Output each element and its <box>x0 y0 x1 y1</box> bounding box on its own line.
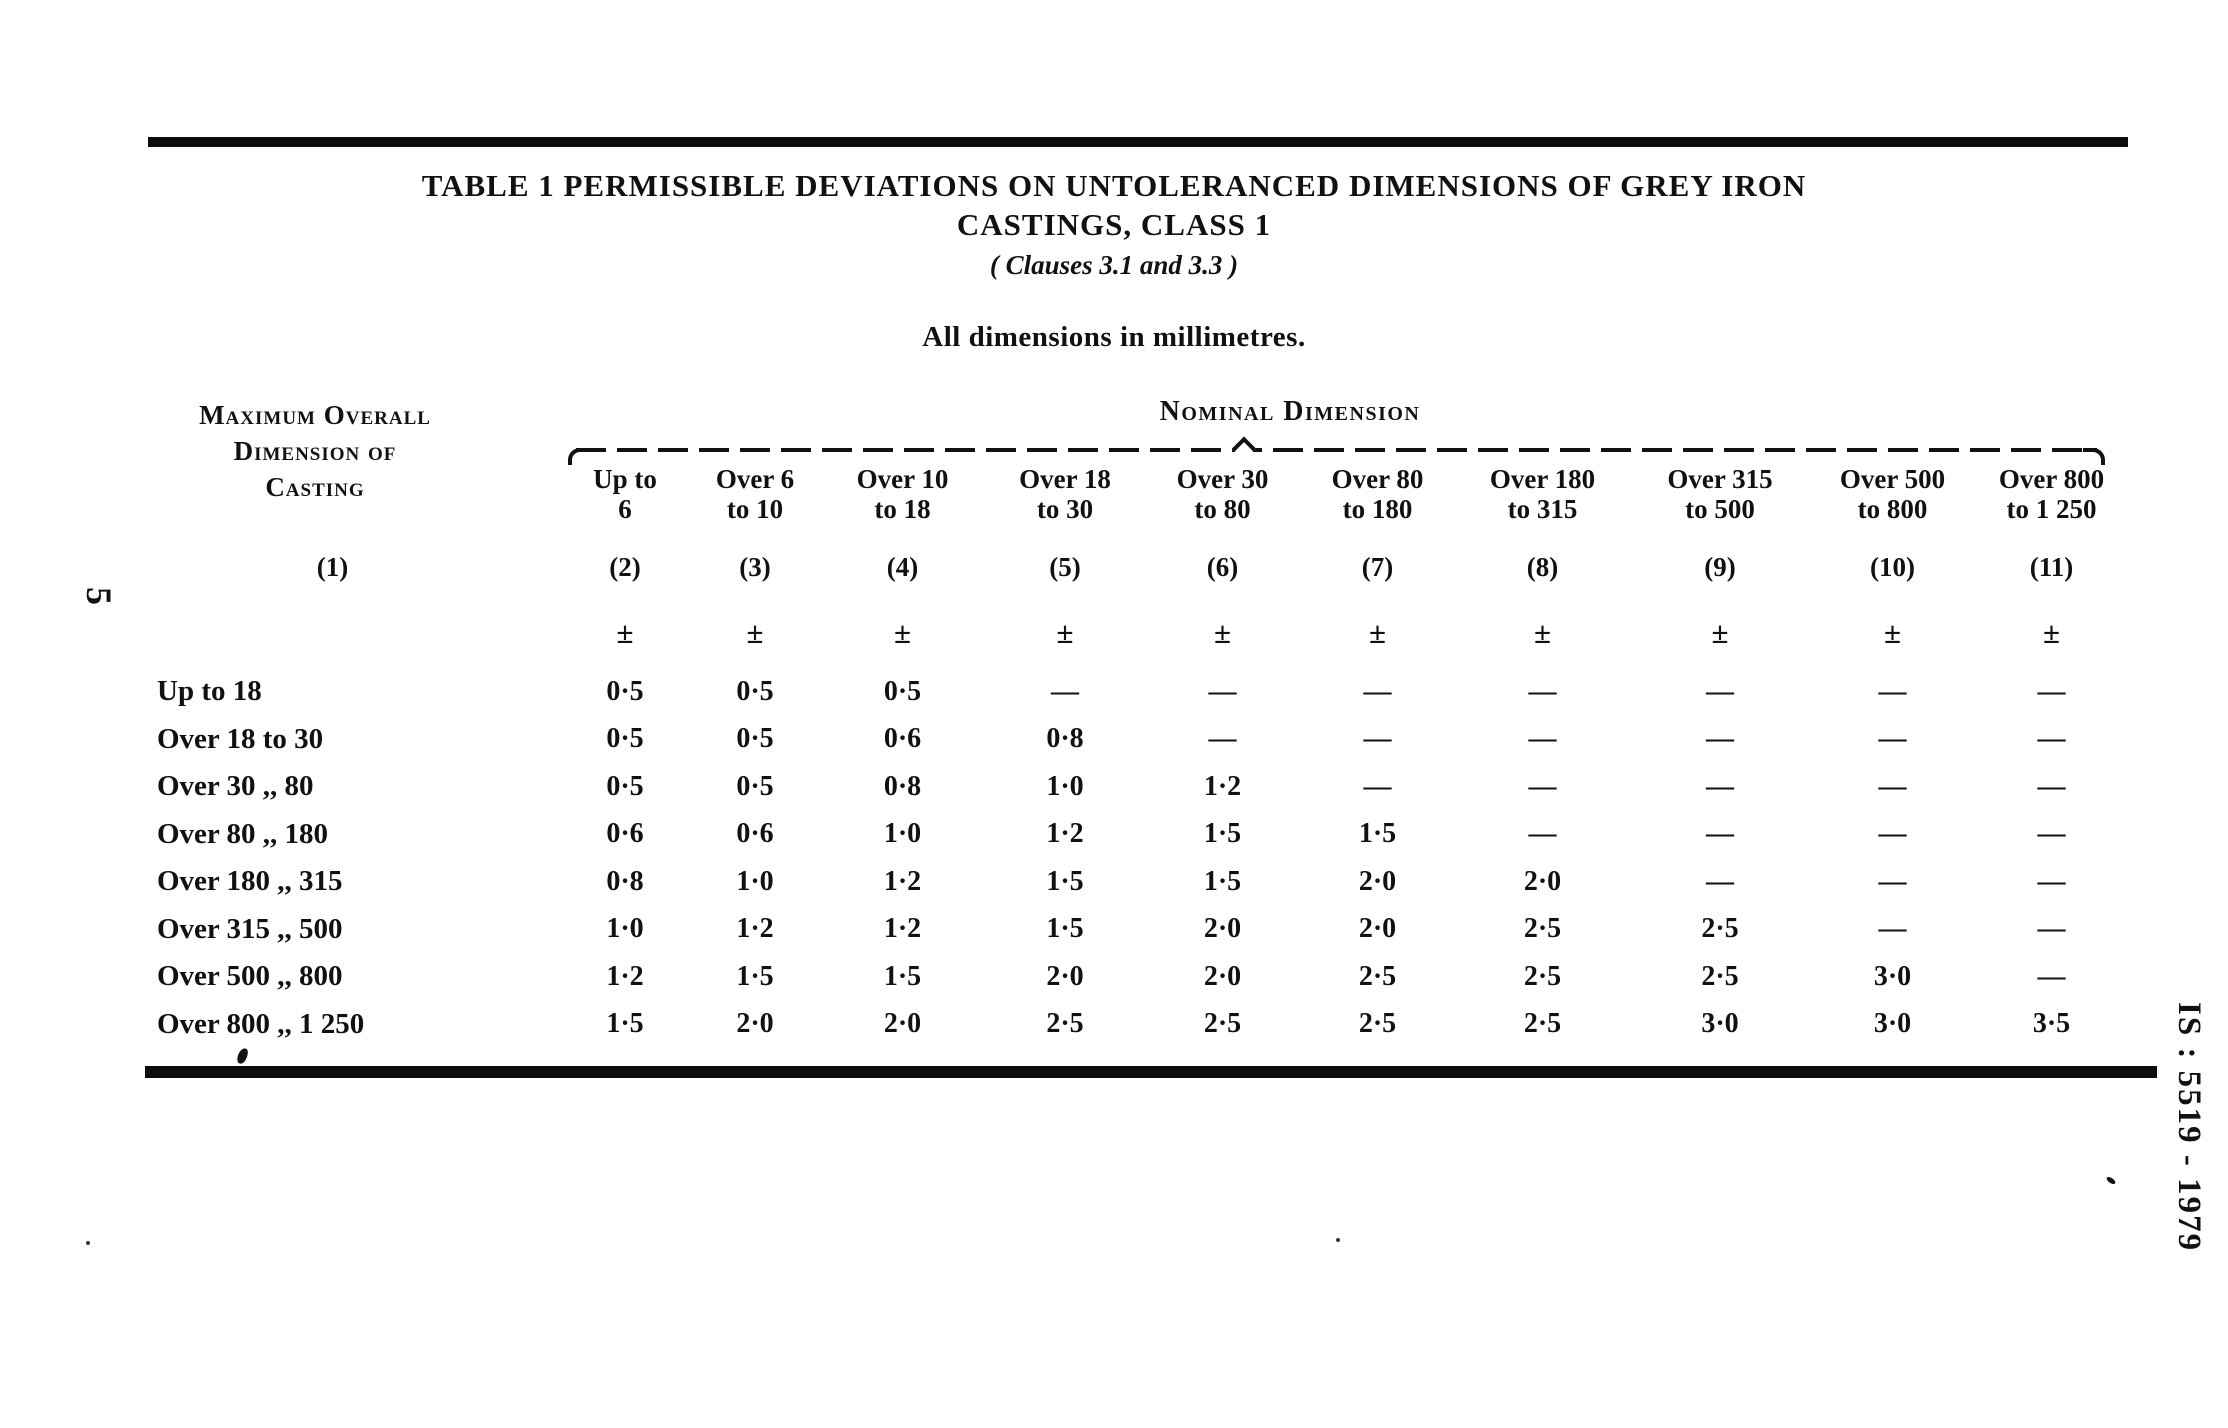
table-cell: 0·8 <box>1046 723 1084 755</box>
column-header-line2: to 18 <box>874 494 931 524</box>
table-cell: 0·5 <box>606 770 644 802</box>
table-cell: 2·5 <box>1046 1008 1084 1040</box>
column-group-title: Nominal Dimension <box>1159 396 1421 427</box>
column-header-line2: to 180 <box>1342 494 1413 524</box>
column-header <box>690 462 820 536</box>
column-number: (2) <box>609 551 641 582</box>
table-cell: — <box>1363 675 1392 707</box>
table-cell: — <box>1878 865 1907 897</box>
table-cell: — <box>2037 865 2066 897</box>
column-header-line2: to 800 <box>1857 494 1928 524</box>
table-cell: — <box>1706 675 1734 707</box>
table-cell: 1·5 <box>1358 818 1397 850</box>
column-number: (11) <box>2029 551 2074 582</box>
ink-speck <box>236 1047 250 1065</box>
column-header-line2: to 80 <box>1194 494 1251 524</box>
table-cell: — <box>1878 723 1907 755</box>
column-number: (7) <box>1361 551 1394 582</box>
column-header-line1: Over 180 <box>1489 464 1596 494</box>
table-cell: 2·5 <box>1523 913 1562 945</box>
column-header <box>820 462 985 536</box>
table-cell: 2·5 <box>1523 1008 1562 1040</box>
plus-minus-sign: ± <box>1711 615 1729 650</box>
column-header-line2: to 1 250 <box>2006 494 2097 524</box>
ink-speck <box>2105 1176 2116 1186</box>
column-header <box>1455 462 1630 536</box>
row-label: Over 80 ,, 180 <box>157 817 329 850</box>
table-cell: — <box>2037 960 2066 992</box>
row-label: Over 315 ,, 500 <box>157 912 343 945</box>
row-label: Over 18 to 30 <box>157 722 324 755</box>
table-cell: 1·5 <box>883 960 922 992</box>
table-cell: 1·2 <box>883 913 922 945</box>
table-cell: 0·6 <box>883 723 922 755</box>
row-label: Up to 18 <box>157 675 262 708</box>
table-cell: 1·0 <box>1046 770 1084 802</box>
table-cell: 1·2 <box>883 865 922 897</box>
table-cell: 2·0 <box>1358 913 1397 945</box>
table-cell: — <box>1706 770 1734 802</box>
table-cell: 1·2 <box>1046 818 1084 850</box>
table-cell: — <box>1363 770 1392 802</box>
table-cell: 0·5 <box>736 723 774 755</box>
plus-minus-sign: ± <box>1056 615 1074 650</box>
column-header-line1: Over 18 <box>1019 464 1111 494</box>
table-cell: 3·0 <box>1873 1008 1912 1040</box>
column-header-line1: Over 800 <box>1998 464 2105 494</box>
table-title-line1: TABLE 1 PERMISSIBLE DEVIATIONS ON UNTOLERANCED DIMENSIONS OF GREY IRON <box>421 168 1807 203</box>
table-cell: — <box>1528 818 1557 850</box>
table-cell: 2·0 <box>1358 865 1397 897</box>
column-header-line2: to 10 <box>726 494 784 524</box>
table-cell: 0·5 <box>606 675 644 707</box>
clauses-reference: ( Clauses 3.1 and 3.3 ) <box>989 250 1239 280</box>
table-cell: 1·5 <box>606 1008 644 1040</box>
table-cell: — <box>1706 818 1734 850</box>
table-cell: 2·0 <box>1523 865 1562 897</box>
units-note: All dimensions in millimetres. <box>922 321 1306 353</box>
column-number: (8) <box>1526 551 1559 582</box>
table-cell: 0·5 <box>606 723 644 755</box>
table-cell: — <box>1528 770 1557 802</box>
table-cell: 2·5 <box>1203 1008 1242 1040</box>
table-cell: 0·8 <box>883 770 922 802</box>
table-cell: 2·5 <box>1701 960 1739 992</box>
table-cell: — <box>1706 723 1734 755</box>
column-header <box>1975 462 2128 536</box>
bottom-rule <box>145 1066 2157 1078</box>
table-cell: — <box>1878 770 1907 802</box>
deviation-table <box>105 462 2128 1048</box>
row-header-title-line1: Maximum Overall <box>199 400 431 430</box>
table-cell: 2·5 <box>1523 960 1562 992</box>
table-title-line2: CASTINGS, CLASS 1 <box>956 207 1272 242</box>
column-header-line1: Over 10 <box>856 464 949 494</box>
column-header <box>1300 462 1455 536</box>
table-cell: — <box>2037 818 2066 850</box>
table-cell: 2·5 <box>1701 913 1739 945</box>
ink-speck <box>86 1241 90 1245</box>
plus-minus-sign: ± <box>1213 615 1231 650</box>
column-header-line2: to 500 <box>1685 494 1755 524</box>
table-cell: 0·6 <box>606 818 644 850</box>
column-group-brace <box>568 444 2105 460</box>
table-cell: 2·0 <box>736 1008 774 1040</box>
table-cell: 3·0 <box>1873 960 1912 992</box>
row-header-title-line2: Dimension of <box>233 436 397 466</box>
table-cell: 0·5 <box>736 770 774 802</box>
table-cell: — <box>2037 913 2066 945</box>
table-cell: — <box>1878 818 1907 850</box>
table-cell: 2·0 <box>1203 960 1242 992</box>
column-number: (4) <box>886 551 919 582</box>
column-header-line2: to 315 <box>1507 494 1578 524</box>
table-cell: — <box>2037 675 2066 707</box>
plus-minus-sign: ± <box>1533 615 1551 650</box>
plus-minus-sign: ± <box>893 615 911 650</box>
table-cell: — <box>1706 865 1734 897</box>
column-number: (5) <box>1049 551 1081 582</box>
column-header-line2: 6 <box>618 494 632 524</box>
row-label: Over 500 ,, 800 <box>157 960 343 993</box>
column-number: (3) <box>739 551 771 582</box>
table-cell: 0·5 <box>883 675 922 707</box>
table-cell: — <box>2037 723 2066 755</box>
column-header-line1: Over 80 <box>1331 464 1424 494</box>
table-cell: 1·2 <box>606 960 644 992</box>
table-cell: — <box>1208 675 1237 707</box>
table-cell: — <box>1363 723 1392 755</box>
column-number: (6) <box>1206 551 1239 582</box>
table-cell-empty <box>105 598 560 668</box>
table-cell: — <box>1528 723 1557 755</box>
table-cell: — <box>1528 675 1557 707</box>
table-cell: — <box>1208 723 1237 755</box>
table-cell-empty <box>105 462 560 536</box>
ink-speck <box>1336 1238 1340 1242</box>
column-header-line1: Over 500 <box>1839 464 1946 494</box>
table-cell: 0·6 <box>736 818 774 850</box>
column-header-line1: Over 30 <box>1176 464 1269 494</box>
brace-dashed-line <box>576 448 2097 452</box>
column-header-line1: Up to <box>593 464 657 494</box>
plus-minus-sign: ± <box>2042 615 2060 650</box>
table-cell: — <box>1878 675 1907 707</box>
table-cell: 2·0 <box>883 1008 922 1040</box>
table-cell: 2·0 <box>1203 913 1242 945</box>
row-label: Over 180 ,, 315 <box>157 865 343 898</box>
table-cell: 3·5 <box>2032 1008 2071 1040</box>
table-cell: 2·5 <box>1358 960 1397 992</box>
column-header-line1: Over 315 <box>1667 464 1773 494</box>
column-header-line2: to 30 <box>1036 494 1094 524</box>
plus-minus-sign: ± <box>616 615 634 650</box>
table-cell: 1·5 <box>1046 865 1084 897</box>
table-cell: 1·5 <box>736 960 774 992</box>
table-cell: 1·5 <box>1203 865 1242 897</box>
table-cell: — <box>1051 675 1079 707</box>
table-cell: 1·0 <box>736 865 774 897</box>
plus-minus-sign: ± <box>746 615 764 650</box>
row-label: Over 30 ,, 80 <box>157 770 314 803</box>
table-cell: — <box>1878 913 1907 945</box>
table-cell: 2·5 <box>1358 1008 1397 1040</box>
top-rule <box>148 137 2128 147</box>
table-cell: 1·0 <box>883 818 922 850</box>
column-header <box>1810 462 1975 536</box>
row-label: Over 800 ,, 1 250 <box>157 1007 365 1040</box>
table-cell: 1·0 <box>606 913 644 945</box>
table-cell: 1·5 <box>1203 818 1242 850</box>
row-header-title-line3: Casting <box>265 472 365 502</box>
column-header <box>1145 462 1300 536</box>
brace-center-peak <box>1232 436 1256 460</box>
column-number: (10) <box>1870 551 1915 582</box>
column-number: (1) <box>316 551 349 582</box>
table-cell: 2·0 <box>1046 960 1084 992</box>
table-cell: 1·2 <box>1203 770 1242 802</box>
table-cell: — <box>2037 770 2066 802</box>
column-header <box>560 462 690 536</box>
table-cell: 0·5 <box>736 675 774 707</box>
column-header-line1: Over 6 <box>715 464 795 494</box>
column-header <box>1630 462 1810 536</box>
table-cell: 0·8 <box>606 865 644 897</box>
column-number: (9) <box>1704 551 1736 582</box>
plus-minus-sign: ± <box>1368 615 1386 650</box>
table-title <box>114 166 2114 244</box>
table-cell: 1·5 <box>1046 913 1084 945</box>
standard-designation-rotated: IS : 5519 - 1979 <box>2171 1002 2207 1253</box>
table-cell: 3·0 <box>1701 1008 1739 1040</box>
page-number-rotated: 5 <box>79 587 119 605</box>
table-cell: 1·2 <box>736 913 774 945</box>
column-header <box>985 462 1145 536</box>
plus-minus-sign: ± <box>1883 615 1901 650</box>
